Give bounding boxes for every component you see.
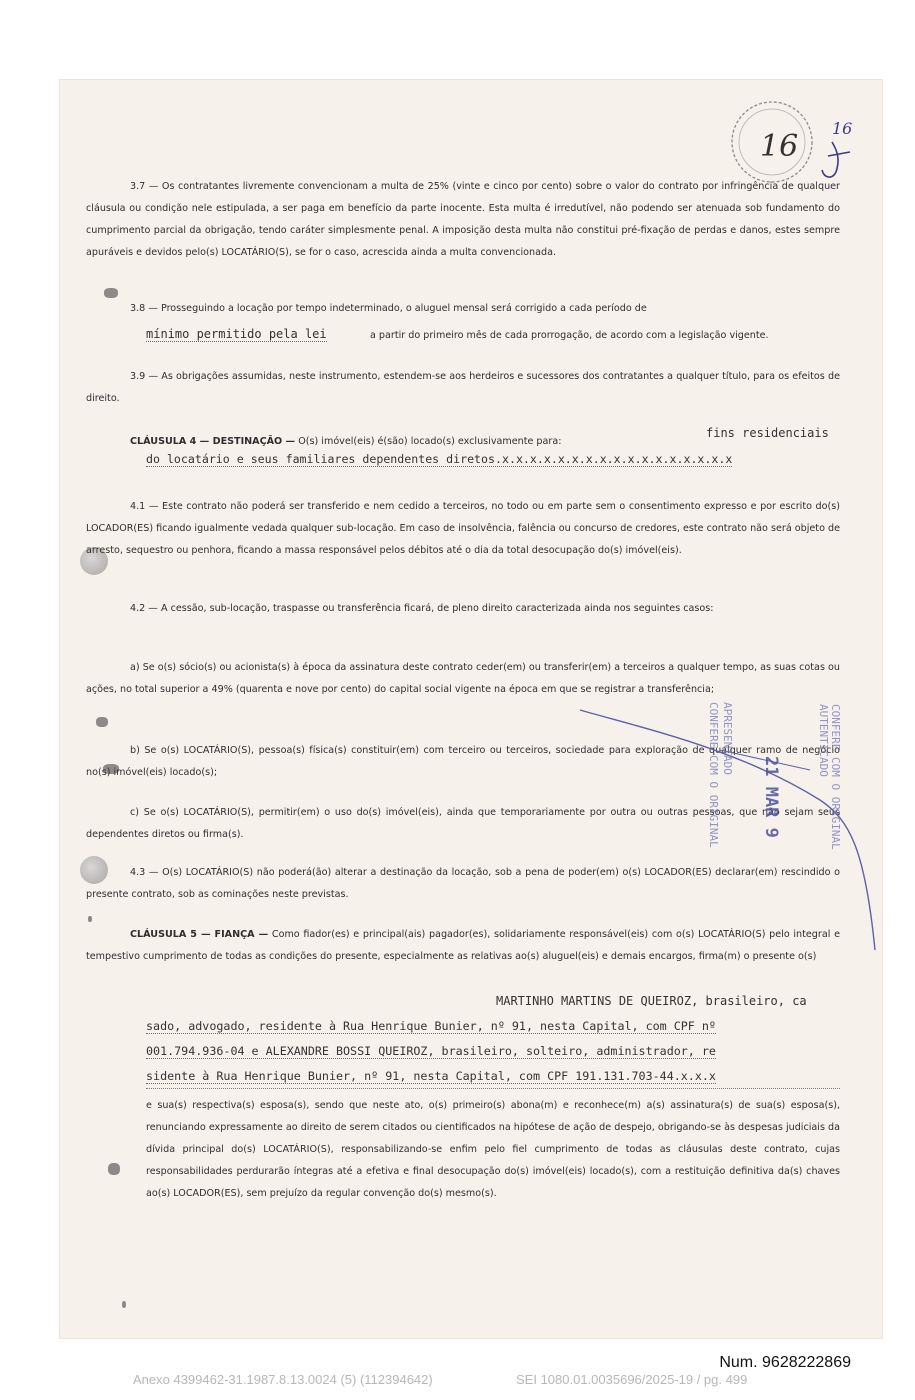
scan-speck [122,1301,126,1308]
clause-4-2-a: a) Se o(s) sócio(s) ou acionista(s) à época da assinatura deste contrato ceder(em) ou transferir(em) a terceiros a qualquer tempo, as suas cotas ou ações, no total superior a 49% (quarenta e nove por cento) do capital social vigente na época em que se registrar a transferência; [86,662,840,695]
svg-text:21 MAR 9: 21 MAR 9 [761,756,781,838]
svg-text:CONFERE COM O ORIGINAL: CONFERE COM O ORIGINAL [707,702,720,848]
clause-4-title: CLÁUSULA 4 — DESTINAÇÃO — [130,436,296,447]
clause-4-2: 4.2 — A cessão, sub-locação, traspasse ou transferência ficará, de pleno direito caracterizada ainda nos seguintes casos: [130,603,714,614]
clause-3-7: 3.7 — Os contratantes livremente convencionam a multa de 25% (vinte e cinco por cento) sobre o valor do contrato por infringência de qualquer cláusula ou condição nele estipulada, a ser paga em benefício da parte inocente. Esta multa é irredutível, não podendo ser atenuada sob fundamento do cumprimento parcial da obrigação, tendo caráter simplesmente penal. A imposição desta multa não constitui pré-fixação de perdas e danos, estes sempre apuráveis e devidos pelo(s) LOCATÁRIO(S), se for o caso, acrescida ainda a multa convencionada. [86,181,840,258]
scan-speck [88,916,92,922]
clause-4-2-b: b) Se o(s) LOCATÁRIO(S), pessoa(s) física(s) constituir(em) com terceiro ou terceiros, sociedade para exploração de qualquer ramo de negócio no(s) imóvel(eis) locado(s); [86,745,840,778]
footer-sei: SEI 1080.01.0035696/2025-19 / pg. 499 [516,1372,748,1387]
scan-speck [108,1163,120,1175]
clause-3-8-text: 3.8 — Prosseguindo a locação por tempo indeterminado, o aluguel mensal será corrigido a cada período de [130,303,647,314]
scan-speck [104,288,118,298]
clause-4-2-c: c) Se o(s) LOCATÁRIO(S), permitir(em) o uso do(s) imóvel(eis), ainda que temporariamente por outra ou outras pessoas, que não sejam seus dependentes diretos ou firma(s). [86,807,840,840]
clause-4-typed-1: fins residenciais [706,426,829,440]
clause-3-8-typed: mínimo permitido pela lei [146,327,327,341]
svg-text:APRESENTADO: APRESENTADO [721,702,734,775]
clause-5-typed-2: sado, advogado, residente à Rua Henrique Bunier, nº 91, nesta Capital, com CPF nº [146,1019,716,1033]
svg-text:CONFERE COM O ORIGINAL: CONFERE COM O ORIGINAL [829,704,842,850]
svg-text:16: 16 [832,119,853,138]
clause-3-9: 3.9 — As obrigações assumidas, neste instrumento, estendem-se aos herdeiros e sucessores dos contratantes a qualquer título, para os efeitos de direito. [86,371,840,404]
blank-fill-line [146,1088,840,1089]
authentication-stamp [570,690,890,970]
svg-text:AUTENTICADO: AUTENTICADO [817,704,830,777]
footer-anexo: Anexo 4399462-31.1987.8.13.0024 (5) (112394642) [133,1372,433,1387]
clause-4-typed-2: do locatário e seus familiares dependentes diretos.x.x.x.x.x.x.x.x.x.x.x.x.x.x.x.x.x [146,452,733,466]
scan-speck [96,717,108,727]
clause-4-text: O(s) imóvel(eis) é(são) locado(s) exclusivamente para: [298,436,562,447]
clause-5-typed-4: sidente à Rua Henrique Bunier, nº 91, nesta Capital, com CPF 191.131.703-44.x.x.x [146,1069,716,1083]
clause-5-title: CLÁUSULA 5 — FIANÇA — [130,929,269,940]
clause-5-text: Como fiador(es) e principal(ais) pagador(es), solidariamente responsável(eis) com o(s) LOCATÁRIO(S) pelo integral e tempestivo cumprimento de todas as condições do presente, especialmente as relativas ao(s) aluguel(eis) e demais encargos, firma(m) o presente o(s) [86,929,840,962]
clause-3-8-cont: a partir do primeiro mês de cada prorrogação, de acordo com a legislação vigente. [370,330,769,341]
clause-4-1: 4.1 — Este contrato não poderá ser transferido e nem cedido a terceiros, no todo ou em parte sem o consentimento expresso e por escrito do(s) LOCADOR(ES) ficando igualmente vedada qualquer sub-locação. Em caso de insolvência, falência ou concurso de credores, este contrato não será objeto de arresto, sequestro ou penhora, ficando a massa responsável pelos débitos até o dia da total desocupação do(s) imóvel(eis). [86,501,840,556]
clause-4-3: 4.3 — O(s) LOCATÁRIO(S) não poderá(ão) alterar a destinação da locação, sob a pena de poder(em) o(s) LOCADOR(ES) declarar(em) rescindido o presente contrato, sob as cominações neste previstas. [86,867,840,900]
clause-5-typed-1: MARTINHO MARTINS DE QUEIROZ, brasileiro, ca [496,994,807,1008]
svg-text:16: 16 [760,129,799,164]
document-number: Num. 9628222869 [719,1354,851,1371]
clause-5-typed-3: 001.794.936-04 e ALEXANDRE BOSSI QUEIROZ, brasileiro, solteiro, administrador, re [146,1044,716,1058]
clause-5-end: e sua(s) respectiva(s) esposa(s), sendo que neste ato, o(s) primeiro(s) abona(m) e reconhece(m) a(s) assinatura(s) de sua(s) esposa(s), renunciando expressamente ao direito de serem citados ou cientificados na hipótese de ação de despejo, obrigando-se às despesas judiciais da dívida principal do(s) LOCATÁRIO(S), responsabilizando-se enfim pelo fiel cumprimento de todas as cláusulas deste contrato, cujas responsabilidades perdurarão íntegras até a efetiva e final desocupação do(s) imóvel(eis) locado(s), com a restituição definitiva da(s) chaves ao(s) LOCADOR(ES), sem prejuízo da regular convenção do(s) mesmo(s). [146,1100,840,1199]
